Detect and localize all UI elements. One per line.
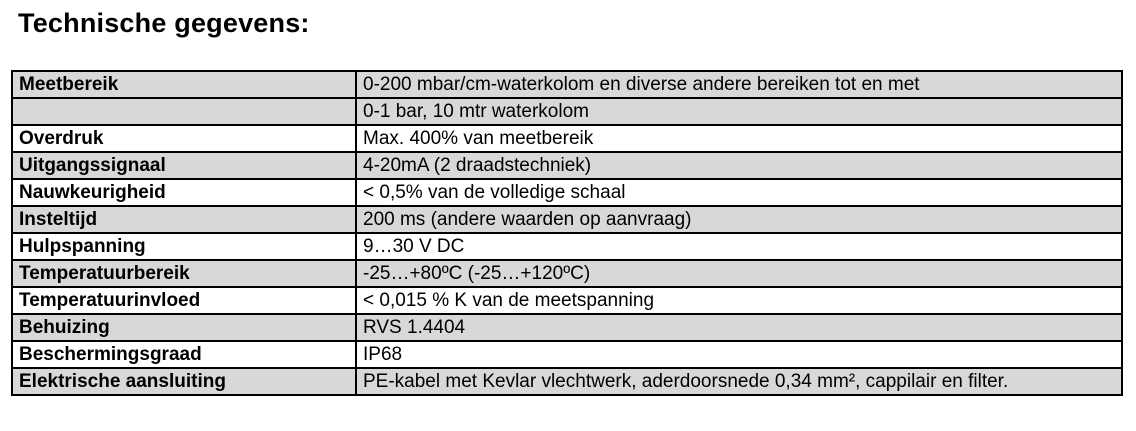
spec-label: Temperatuurbereik bbox=[12, 260, 356, 287]
spec-value: 0-1 bar, 10 mtr waterkolom bbox=[356, 98, 1122, 125]
spec-label: Meetbereik bbox=[12, 71, 356, 98]
spec-value: 200 ms (andere waarden op aanvraag) bbox=[356, 206, 1122, 233]
spec-value: PE-kabel met Kevlar vlechtwerk, aderdoorsnede 0,34 mm², cappilair en filter. bbox=[356, 368, 1122, 395]
table-row bbox=[12, 287, 1122, 314]
spec-label: Insteltijd bbox=[12, 206, 356, 233]
spec-label: Nauwkeurigheid bbox=[12, 179, 356, 206]
spec-value: 4-20mA (2 draadstechniek) bbox=[356, 152, 1122, 179]
spec-label: Hulpspanning bbox=[12, 233, 356, 260]
table-row bbox=[12, 152, 1122, 179]
spec-value: < 0,015 % K van de meetspanning bbox=[356, 287, 1122, 314]
spec-label: Uitgangssignaal bbox=[12, 152, 356, 179]
page-title: Technische gegevens: bbox=[18, 8, 310, 38]
spec-label: Beschermingsgraad bbox=[12, 341, 356, 368]
table-row bbox=[12, 341, 1122, 368]
table-row bbox=[12, 314, 1122, 341]
spec-label: Elektrische aansluiting bbox=[12, 368, 356, 395]
spec-value: 0-200 mbar/cm-waterkolom en diverse andere bereiken tot en met bbox=[356, 71, 1122, 98]
spec-value: -25…+80ºC (-25…+120ºC) bbox=[356, 260, 1122, 287]
spec-label: Overdruk bbox=[12, 125, 356, 152]
spec-label: Behuizing bbox=[12, 314, 356, 341]
spec-value: 9…30 V DC bbox=[356, 233, 1122, 260]
spec-label bbox=[12, 98, 356, 125]
spec-value: RVS 1.4404 bbox=[356, 314, 1122, 341]
spec-value: Max. 400% van meetbereik bbox=[356, 125, 1122, 152]
table-row bbox=[12, 125, 1122, 152]
table-row bbox=[12, 260, 1122, 287]
table-row bbox=[12, 71, 1122, 98]
spec-value: IP68 bbox=[356, 341, 1122, 368]
spec-table bbox=[11, 70, 1123, 396]
table-row bbox=[12, 368, 1122, 395]
table-row bbox=[12, 206, 1122, 233]
table-row bbox=[12, 179, 1122, 206]
spec-label: Temperatuurinvloed bbox=[12, 287, 356, 314]
table-row bbox=[12, 233, 1122, 260]
spec-value: < 0,5% van de volledige schaal bbox=[356, 179, 1122, 206]
table-row bbox=[12, 98, 1122, 125]
